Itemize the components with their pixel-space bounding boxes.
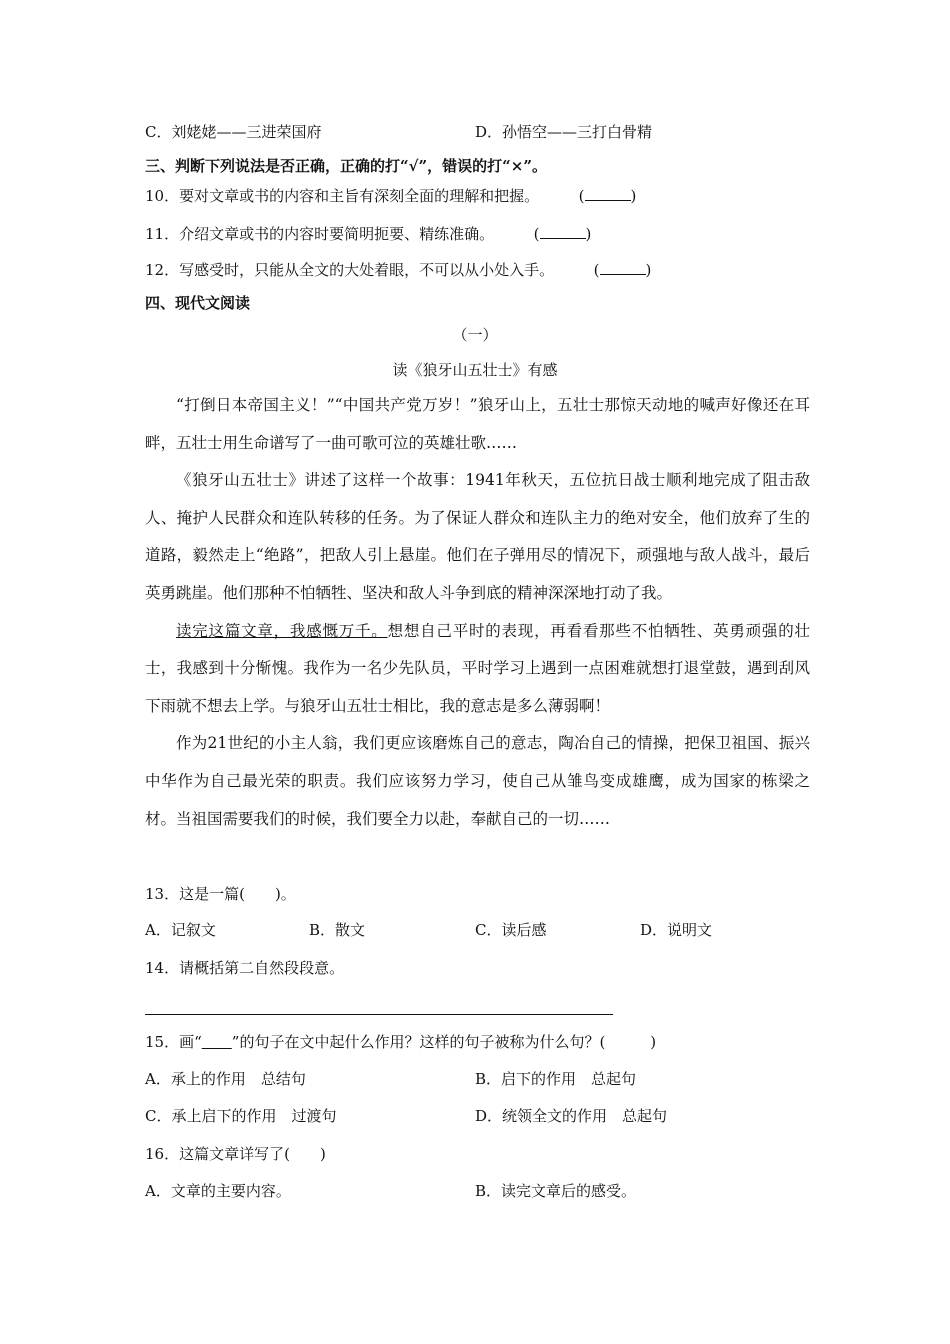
q15-option-c[interactable]: C．承上启下的作用 过渡句 bbox=[145, 1107, 337, 1125]
q16-option-b[interactable]: B．读完文章后的感受。 bbox=[475, 1182, 637, 1200]
reading-title: 读《狼牙山五壮士》有感 bbox=[392, 361, 558, 379]
answer-blank[interactable] bbox=[540, 224, 586, 239]
judge-item-text: 10．要对文章或书的内容和主旨有深刻全面的理解和把握。 bbox=[145, 187, 540, 205]
option-d-prev: D．孙悟空——三打白骨精 bbox=[475, 123, 653, 141]
passage-paragraph-1: “打倒日本帝国主义！”“中国共产党万岁！”狼牙山上，五壮士那惊天动地的喊声好像还在耳畔，五壮士用生命谱写了一曲可歌可泣的英雄壮歌…… bbox=[145, 396, 810, 452]
answer-paren-close: ) bbox=[645, 261, 652, 279]
q15-option-a[interactable]: A．承上的作用 总结句 bbox=[145, 1070, 306, 1088]
q16-option-a[interactable]: A．文章的主要内容。 bbox=[145, 1182, 291, 1200]
q13-option-a[interactable]: A．记叙文 bbox=[145, 921, 216, 939]
judge-item-text: 12．写感受时，只能从全文的大处着眼，不可以从小处入手。 bbox=[145, 261, 555, 279]
q15-option-d[interactable]: D．统领全文的作用 总起句 bbox=[475, 1107, 668, 1125]
reading-part-label: （一） bbox=[452, 326, 498, 344]
answer-blank[interactable] bbox=[600, 260, 646, 275]
judge-item-11 bbox=[145, 224, 591, 244]
option-c-prev: C．刘姥姥——三进荣国府 bbox=[145, 123, 322, 141]
paragraph-3-rest: 想想自己平时的表现，再看看那些不怕牺牲、英勇顽强的壮士，我感到十分惭愧。我作为一名少先队员，平时学习上遇到一点困难就想打退堂鼓，遇到刮风下雨就不想去上学。与狼牙山五壮士相比，我的意志是多么薄弱啊！ bbox=[145, 621, 810, 715]
q15-stem-part2: ”的句子在文中起什么作用？这样的句子被称为什么句？( ) bbox=[231, 1033, 657, 1051]
q15-stem-part1: 15．画“ bbox=[145, 1033, 202, 1051]
section4-heading: 四、现代文阅读 bbox=[145, 294, 251, 312]
judge-item-12 bbox=[145, 260, 651, 280]
q13-stem: 13．这是一篇( )。 bbox=[145, 885, 296, 903]
passage-paragraph-2: 《狼牙山五壮士》讲述了这样一个故事：1941年秋天，五位抗日战士顺利地完成了阻击敌人、掩护人民群众和连队转移的任务。为了保证人群众和连队主力的绝对安全，他们放弃了生的道路，毅然走上“绝路”，把敌人引上悬崖。他们在子弹用尽的情况下，顽强地与敌人战斗，最后英勇跳崖。他们那种不怕牺牲、坚决和敌人斗争到底的精神深深地打动了我。 bbox=[145, 471, 810, 602]
answer-paren-close: ) bbox=[585, 225, 592, 243]
answer-blank[interactable] bbox=[585, 186, 631, 201]
answer-paren-close: ) bbox=[630, 187, 637, 205]
q15-stem bbox=[145, 1032, 656, 1052]
q13-option-d[interactable]: D．说明文 bbox=[640, 921, 713, 939]
judge-item-text: 11．介绍文章或书的内容时要简明扼要、精练准确。 bbox=[145, 225, 495, 243]
q13-option-b[interactable]: B．散文 bbox=[309, 921, 366, 939]
passage-paragraph-4: 作为21世纪的小主人翁，我们更应该磨炼自己的意志，陶冶自己的情操，把保卫祖国、振兴中华作为自己最光荣的职责。我们应该努力学习，使自己从雏鸟变成雄鹰，成为国家的栋梁之材。当祖国需要我们的时候，我们要全力以赴，奉献自己的一切…… bbox=[145, 734, 810, 828]
q16-stem: 16．这篇文章详写了( ) bbox=[145, 1145, 326, 1163]
q15-option-b[interactable]: B．启下的作用 总起句 bbox=[475, 1070, 637, 1088]
q15-underline-sample bbox=[202, 1033, 232, 1051]
answer-paren-open: ( bbox=[533, 225, 540, 243]
passage-paragraph-3 bbox=[145, 613, 810, 726]
q13-option-c[interactable]: C．读后感 bbox=[475, 921, 547, 939]
section3-heading: 三、判断下列说法是否正确，正确的打“√”，错误的打“×”。 bbox=[145, 157, 547, 175]
q14-answer-line[interactable] bbox=[145, 1014, 613, 1015]
judge-item-10 bbox=[145, 186, 636, 206]
underlined-sentence: 读完这篇文章，我感慨万千。 bbox=[176, 621, 388, 640]
reading-passage bbox=[145, 387, 810, 838]
answer-paren-open: ( bbox=[578, 187, 585, 205]
q14-stem: 14．请概括第二自然段段意。 bbox=[145, 959, 345, 977]
answer-paren-open: ( bbox=[593, 261, 600, 279]
